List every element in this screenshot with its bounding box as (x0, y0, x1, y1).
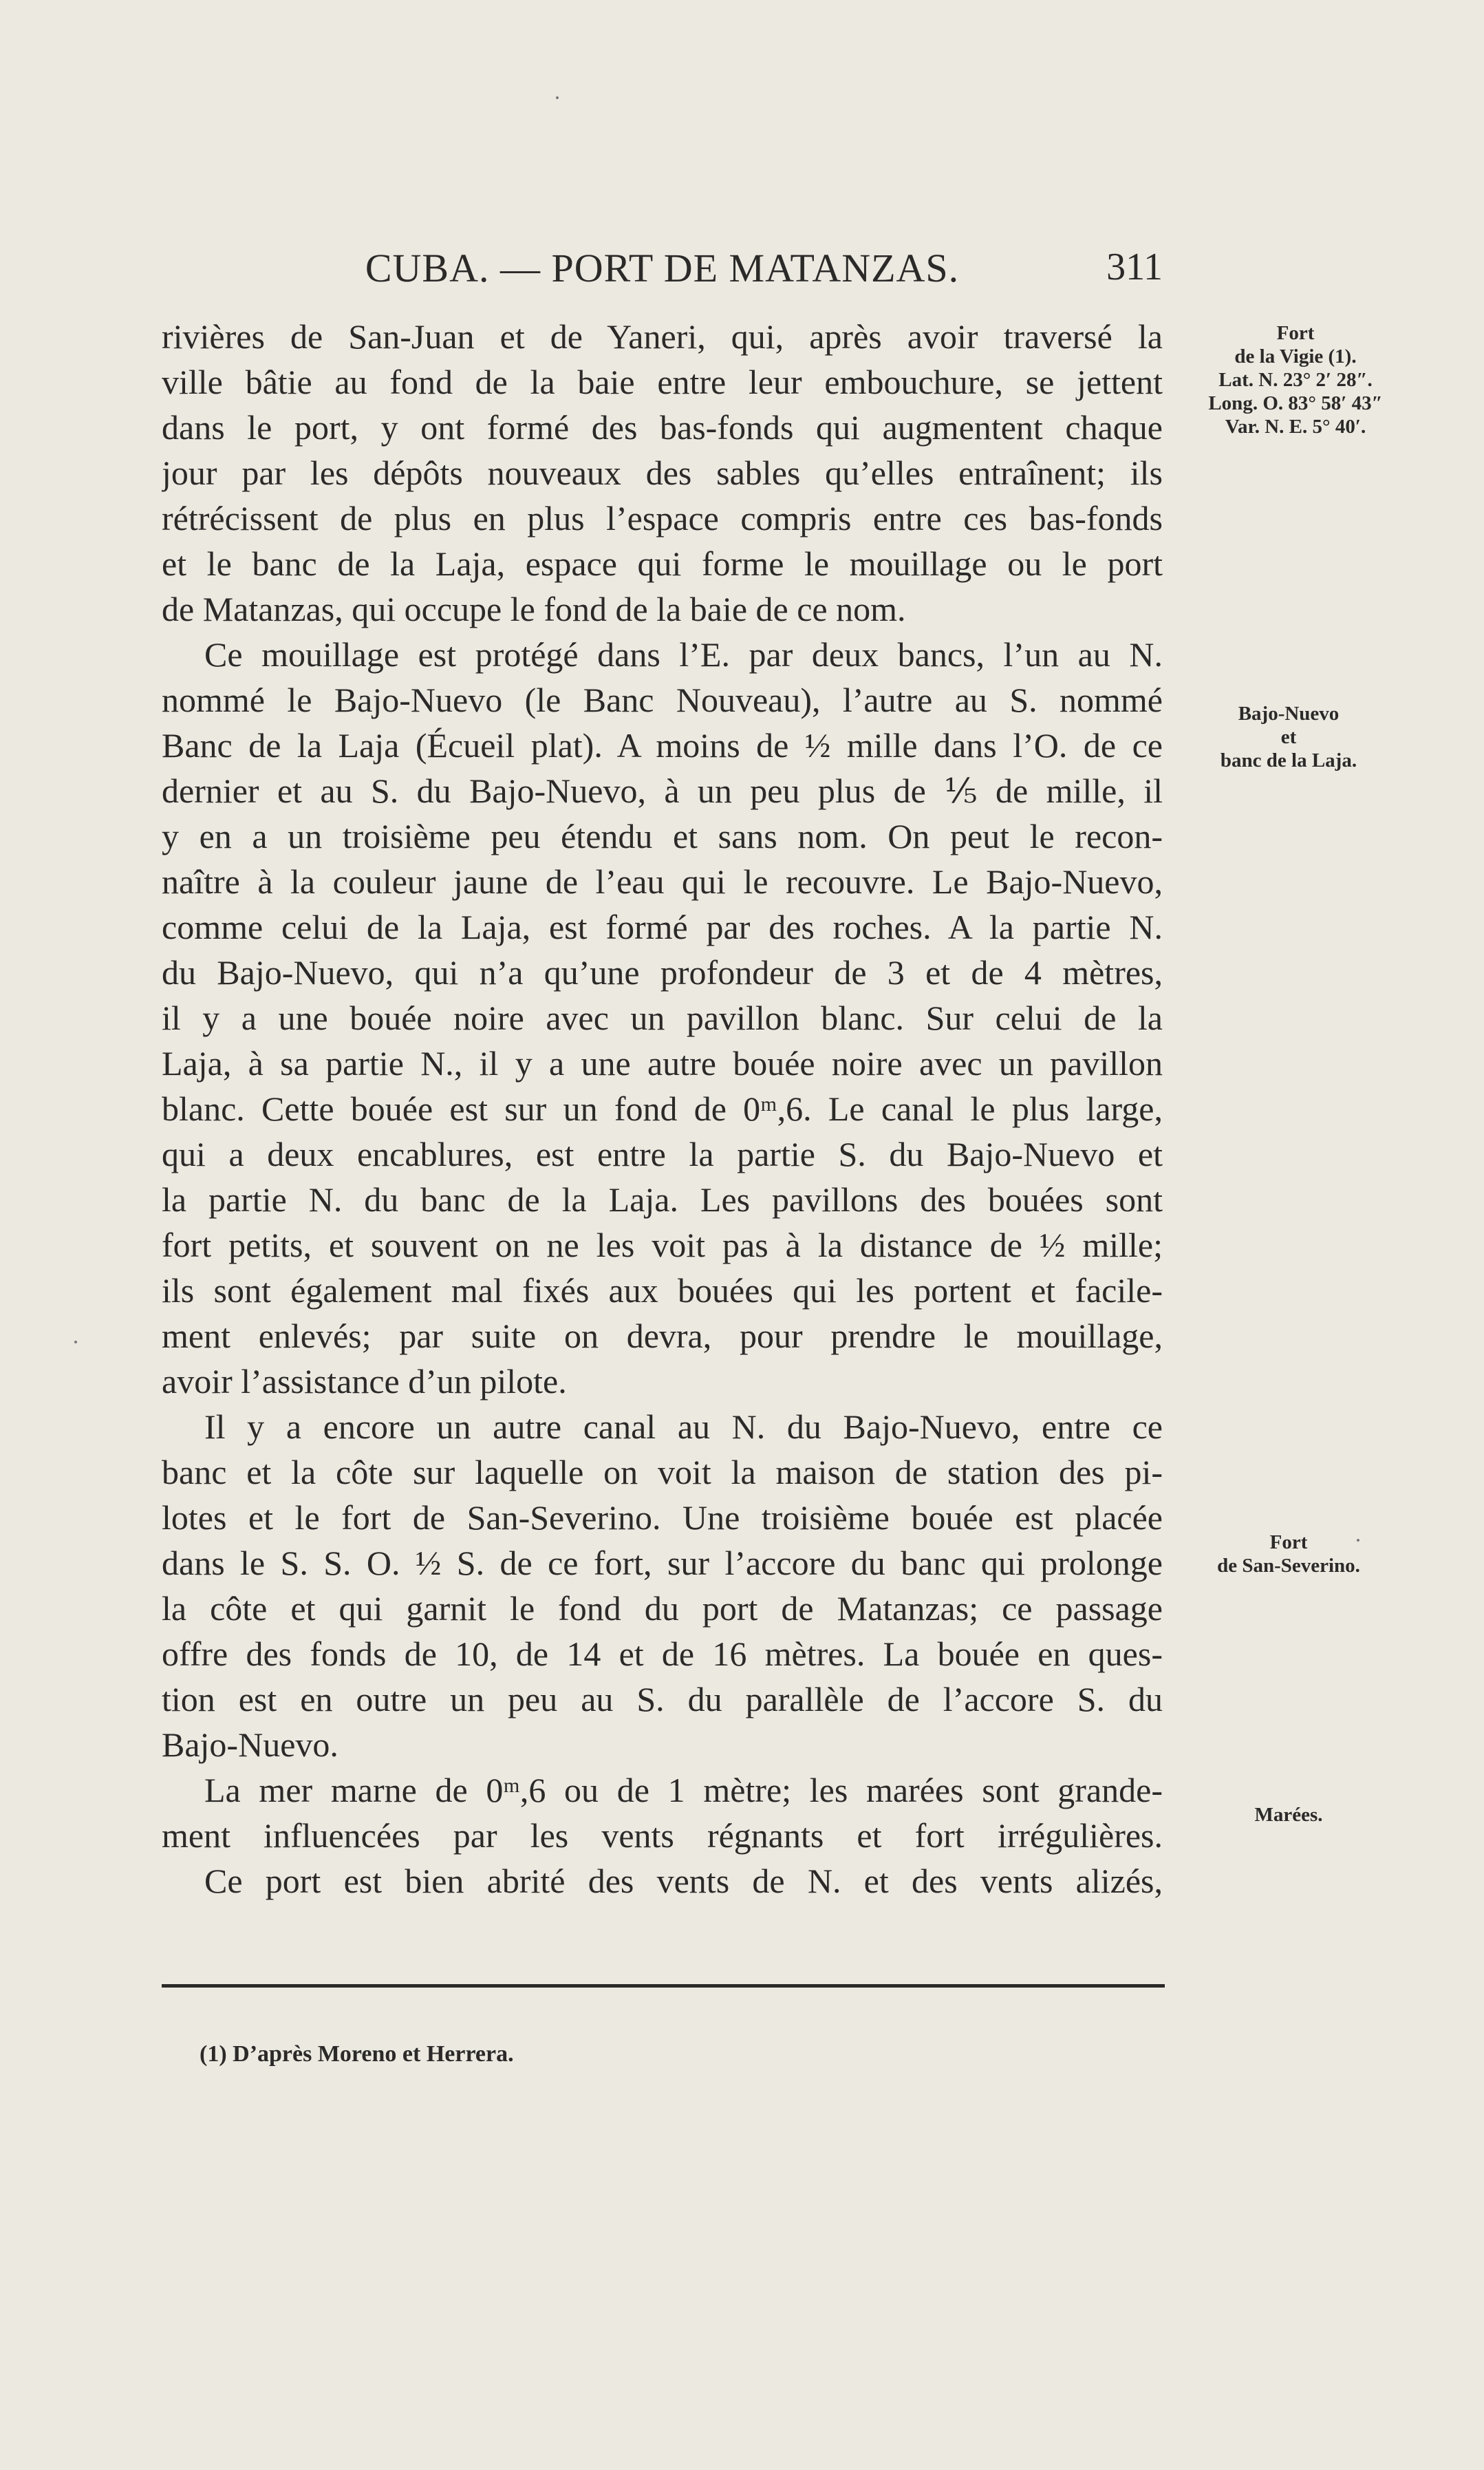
text-line: fort petits, et souvent on ne les voit pas à la distance de ½ mille; (162, 1226, 1163, 1264)
text-line: rivières de San-Juan et de Yaneri, qui, après avoir traversé la (162, 317, 1163, 356)
text-line: nommé le Bajo-Nuevo (le Banc Nouveau), l’autre au S. nommé (162, 681, 1163, 719)
text-line: et le banc de la Laja, espace qui forme le mouillage ou le port (162, 544, 1163, 583)
footnote-rule (162, 1984, 1165, 1988)
margin-note-line: de la Vigie (1). (1234, 345, 1357, 368)
margin-note-fort-san-severino (1189, 1531, 1388, 1577)
text-line: la côte et qui garnit le fond du port de Matanzas; ce passage (162, 1589, 1163, 1628)
text-line: dans le S. S. O. ½ S. de ce fort, sur l’accore du banc qui prolonge (162, 1544, 1163, 1582)
margin-note-line: Fort (1276, 322, 1315, 344)
text-line: offre des fonds de 10, de 14 et de 16 mètres. La bouée en ques- (162, 1635, 1163, 1673)
text-line: lotes et le fort de San-Severino. Une troisième bouée est placée (162, 1498, 1163, 1537)
page-number: 311 (1106, 246, 1163, 288)
margin-note-line: et (1280, 726, 1297, 748)
text-line: rétrécissent de plus en plus l’espace compris entre ces bas-fonds (162, 499, 1163, 537)
text-line: comme celui de la Laja, est formé par des roches. A la partie N. (162, 908, 1163, 946)
margin-note-line: Lat. N. 23° 2′ 28″. (1218, 369, 1373, 391)
paper-speck (556, 96, 559, 99)
margin-note-marees (1189, 1803, 1388, 1827)
text-line: du Bajo-Nuevo, qui n’a qu’une profondeur de 3 et de 4 mètres, (162, 953, 1163, 992)
margin-note-line: Marées. (1254, 1804, 1323, 1826)
body-text (162, 314, 1163, 1904)
paper-speck (74, 1341, 77, 1343)
text-line: ils sont également mal fixés aux bouées qui les portent et facile- (162, 1271, 1163, 1310)
text-line: jour par les dépôts nouveaux des sables qu’elles entraînent; ils (162, 454, 1163, 492)
paper-speck (1357, 1539, 1359, 1542)
text-line: il y a une bouée noire avec un pavillon blanc. Sur celui de la (162, 999, 1163, 1037)
running-title: CUBA. — PORT DE MATANZAS. (365, 246, 960, 290)
text-line: la partie N. du banc de la Laja. Les pavillons des bouées sont (162, 1180, 1163, 1219)
text-line: qui a deux encablures, est entre la partie S. du Bajo-Nuevo et (162, 1135, 1163, 1173)
text-line: dernier et au S. du Bajo-Nuevo, à un peu plus de ⅕ de mille, il (162, 771, 1163, 810)
footnote: (1) D’après Moreno et Herrera. (200, 2041, 514, 2067)
margin-note-line: Bajo-Nuevo (1238, 703, 1340, 725)
running-header (162, 245, 1163, 300)
text-line: Ce mouillage est protégé dans l’E. par deux bancs, l’un au N. (204, 635, 1163, 674)
text-line: Bajo-Nuevo. (162, 1725, 338, 1764)
text-line: La mer marne de 0ᵐ,6 ou de 1 mètre; les marées sont grande- (204, 1771, 1163, 1809)
text-line: ment influencées par les vents régnants et fort irrégulières. (162, 1816, 1163, 1855)
text-line: y en a un troisième peu étendu et sans nom. On peut le recon- (162, 817, 1163, 855)
text-line: banc et la côte sur laquelle on voit la maison de station des pi- (162, 1453, 1163, 1491)
text-line: ment enlevés; par suite on devra, pour prendre le mouillage, (162, 1317, 1163, 1355)
text-line: Il y a encore un autre canal au N. du Bajo-Nuevo, entre ce (204, 1407, 1163, 1446)
margin-note-bajo-nuevo (1189, 702, 1388, 772)
text-line: avoir l’assistance d’un pilote. (162, 1362, 567, 1401)
text-line: Banc de la Laja (Écueil plat). A moins de ½ mille dans l’O. de ce (162, 726, 1163, 765)
text-line: de Matanzas, qui occupe le fond de la baie de ce nom. (162, 590, 906, 628)
text-line: ville bâtie au fond de la baie entre leur embouchure, se jettent (162, 363, 1163, 401)
margin-note-line: Long. O. 83° 58′ 43″ (1208, 392, 1383, 414)
margin-note-fort-vigie (1196, 321, 1395, 438)
text-line: tion est en outre un peu au S. du parallèle de l’accore S. du (162, 1680, 1163, 1718)
margin-note-line: Fort (1269, 1531, 1308, 1553)
text-line: blanc. Cette bouée est sur un fond de 0ᵐ,6. Le canal le plus large, (162, 1089, 1163, 1128)
margin-note-line: Var. N. E. 5° 40′. (1225, 416, 1366, 438)
text-line: naître à la couleur jaune de l’eau qui le recouvre. Le Bajo-Nuevo, (162, 862, 1163, 901)
text-line: Laja, à sa partie N., il y a une autre bouée noire avec un pavillon (162, 1044, 1163, 1083)
margin-note-line: de San-Severino. (1217, 1555, 1360, 1577)
margin-note-line: banc de la Laja. (1220, 749, 1357, 771)
text-line: Ce port est bien abrité des vents de N. et des vents alizés, (204, 1862, 1163, 1900)
text-line: dans le port, y ont formé des bas-fonds qui augmentent chaque (162, 408, 1163, 447)
